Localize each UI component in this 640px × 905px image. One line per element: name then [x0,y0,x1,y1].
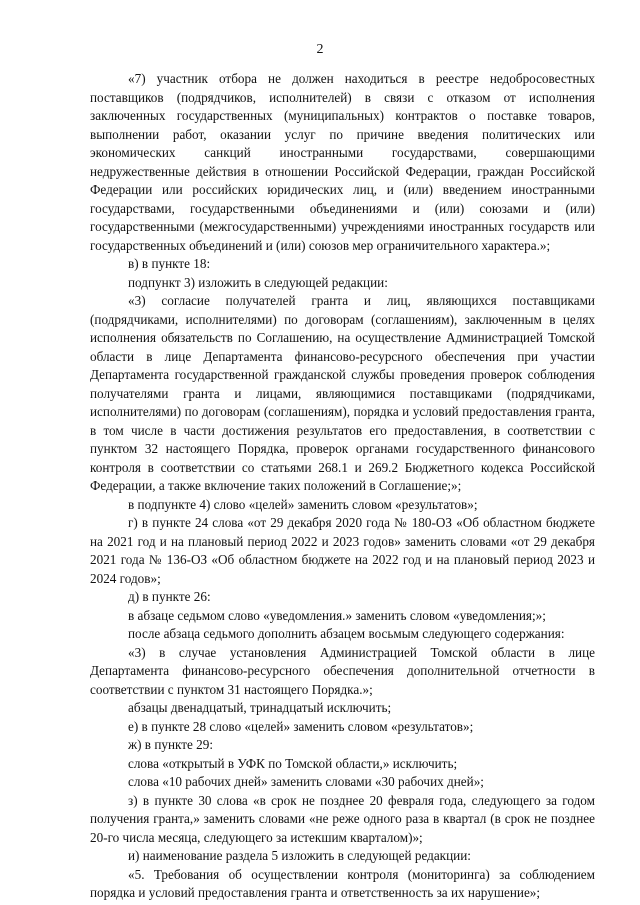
paragraph-item-7: «7) участник отбора не должен находиться в реестре недобросовестных поставщиков (подрядчиков, исполнителей) в связи с отказом от исполнения заключенных государственных (муниципальных) контрактов о поставке товаров, выполнении работ, оказании услуг по причине введения политических или экономических санкций иностранными государствами, совершающими недружественные действия в отношении Российской Федерации, граждан Российской Федерации или российских юридических лиц, и (или) введением иностранными государствами, государственными объединениями и (или) союзами и (или) государственными (межгосударственными) учреждениями иностранных государств или государственных объединений и (или) союзов мер ограничительного характера.»; [90,71,595,253]
paragraph-subclause-v: в) в пункте 18: [128,256,211,271]
paragraph-abzac-8-intro: после абзаца седьмого дополнить абзацем восьмым следующего содержания: [128,626,565,641]
paragraph-subclause-d: д) в пункте 26: [128,589,211,604]
paragraph-abzac-12-13: абзацы двенадцатый, тринадцатый исключить; [128,700,392,715]
paragraph-abzac-7: в абзаце седьмом слово «уведомления.» заменить словом «уведомления;»; [128,607,546,623]
paragraph-working-days: слова «10 рабочих дней» заменить словами «30 рабочих дней»; [128,774,484,789]
paragraph-subpoint-4: в подпункте 4) слово «целей» заменить словом «результатов»; [128,496,478,512]
paragraph-subpoint-3-text: «3) согласие получателей гранта и лиц, являющихся поставщиками (подрядчиками, исполнителями) по договорам (соглашениям), заключенным в целях исполнения обязательств по Соглашению, на осуществление Администрацией Томской области в лице Департамента финансово-ресурсного обеспечения при участии Департамента государственной гражданской службы проведения проверок соблюдения получателями гранта и лицами, являющимися поставщиками (подрядчиками, исполнителями) по договорам (соглашениям), порядка и условий предоставления гранта, в том числе в части достижения результатов его предоставления, в соответствии с пунктом 32 настоящего Порядка, проверок органами государственного финансового контроля в соответствии со статьями 268.1 и 269.2 Бюджетного кодекса Российской Федерации, а также включение таких положений в Соглашение;»; [90,293,595,493]
paragraph-abzac-8-text: «3) в случае установления Администрацией Томской области в лице Департамента финансово-ресурсного обеспечения дополнительной отчетности в соответствии с пунктом 31 настоящего Порядка.»; [90,644,595,697]
paragraph-subclause-zh: ж) в пункте 29: [128,737,214,752]
paragraph-subclause-z: з) в пункте 30 слова «в срок не позднее 20 февраля года, следующего за годом получения гранта,» заменить словами «не реже одного раза в квартал (в срок не позднее 20-го числа месяца, следующего за истекшим кварталом)»; [90,792,595,845]
document-body [90,70,595,903]
paragraph-section-5-title: «5. Требования об осуществлении контроля (мониторинга) за соблюдением порядка и условий предоставления гранта и ответственность за их нарушение»; [90,866,595,900]
paragraph-ufk: слова «открытый в УФК по Томской области,» исключить; [128,755,458,771]
paragraph-subclause-i: и) наименование раздела 5 изложить в следующей редакции: [128,848,471,863]
paragraph-subclause-g: г) в пункте 24 слова «от 29 декабря 2020 года № 180-ОЗ «Об областном бюджете на 2021 год и на плановый период 2022 и 2023 годов» заменить словами «от 29 декабря 2021 года № 136-ОЗ «Об областном бюджете на 2022 год и на плановый период 2023 и 2024 годов»; [90,515,595,586]
paragraph-subpoint-3-intro: подпункт 3) изложить в следующей редакции: [128,274,388,290]
page-number: 2 [316,42,324,57]
paragraph-subclause-e: е) в пункте 28 слово «целей» заменить словом «результатов»; [128,718,474,734]
